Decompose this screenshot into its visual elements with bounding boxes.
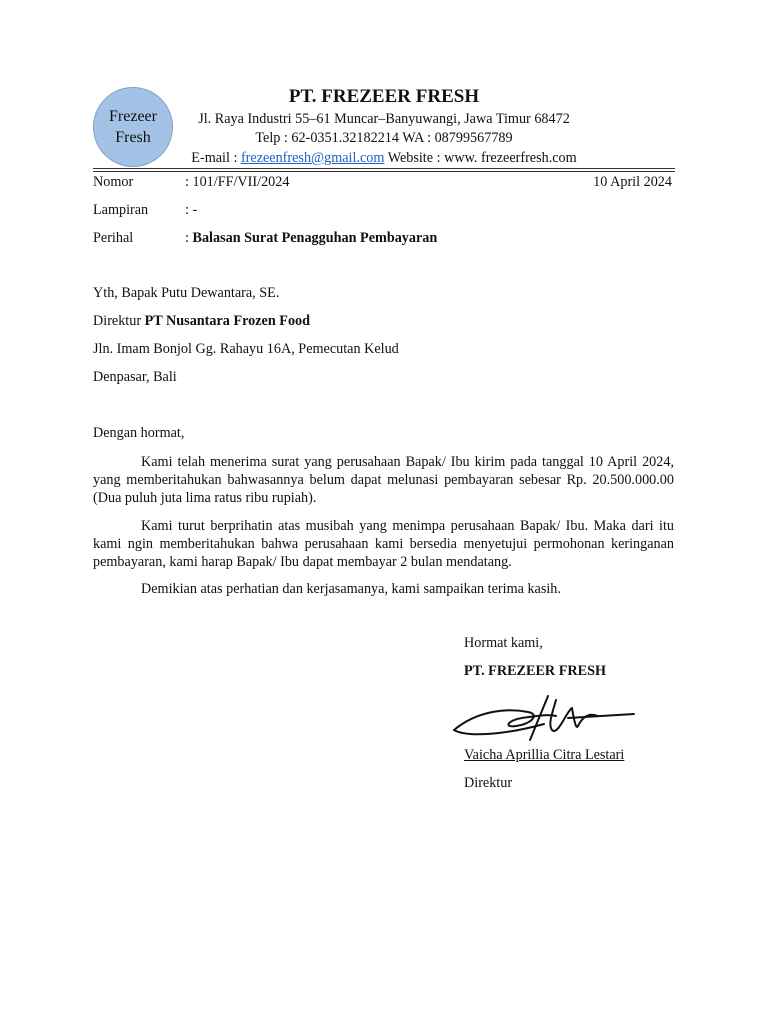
body-paragraph-2: Kami turut berprihatin atas musibah yang menimpa perusahaan Bapak/ Ibu. Maka dari itu kami ngin memberitahukan bahwa perusahaan kami bersedia menyetujui permohonan keringanan pembayaran, kami harap Bapak/ Ibu dapat membayar 2 bulan mendatang.: [93, 518, 674, 570]
nomor-label: Nomor: [93, 174, 134, 190]
lampiran-value: : -: [185, 202, 198, 218]
company-contact: [150, 150, 618, 167]
header-divider-thin: [93, 171, 675, 172]
signature-image: [448, 690, 648, 746]
closing-salutation: Hormat kami,: [464, 635, 543, 651]
website-text: Website : www. frezeerfresh.com: [384, 150, 577, 166]
signer-name: Vaicha Aprillia Citra Lestari: [464, 747, 625, 763]
recipient-name: Yth, Bapak Putu Dewantara, SE.: [93, 285, 280, 301]
perihal-value: [185, 230, 437, 247]
company-name: PT. FREZEER FRESH: [288, 86, 480, 107]
closing-company-text: PT. FREZEER FRESH: [464, 663, 607, 679]
perihal-subject: Balasan Surat Penagguhan Pembayaran: [192, 230, 438, 246]
perihal-colon: :: [185, 230, 193, 246]
signer-title: Direktur: [464, 775, 513, 791]
recipient-address: Jln. Imam Bonjol Gg. Rahayu 16A, Pemecutan Kelud: [93, 341, 399, 357]
company-address: Jl. Raya Industri 55–61 Muncar–Banyuwangi, Jawa Timur 68472: [198, 111, 570, 127]
nomor-value: : 101/FF/VII/2024: [185, 174, 290, 190]
closing-company: [464, 663, 606, 680]
logo-line-2: Fresh: [115, 129, 151, 146]
recipient-position: [93, 313, 310, 330]
recipient-city: Denpasar, Bali: [93, 369, 177, 385]
recipient-position-prefix: Direktur: [93, 313, 145, 329]
body-paragraph-1: Kami telah menerima surat yang perusahaan Bapak/ Ibu kirim pada tanggal 10 April 2024, yang memberitahukan bahwasannya belum dapat melunasi pembayaran sebesar Rp. 20.500.000.00 (Dua puluh juta lima ratus ribu rupiah).: [93, 454, 674, 506]
email-label: E-mail :: [191, 150, 241, 166]
greeting: Dengan hormat,: [93, 425, 185, 441]
company-phone: Telp : 62-0351.32182214 WA : 08799567789: [255, 130, 513, 146]
lampiran-label: Lampiran: [93, 202, 149, 218]
letter-date: 10 April 2024: [593, 174, 672, 190]
email-link[interactable]: frezeenfresh@gmail.com: [240, 150, 385, 166]
perihal-label: Perihal: [93, 230, 134, 246]
recipient-company: PT Nusantara Frozen Food: [144, 313, 311, 329]
logo-line-1: Frezeer: [109, 108, 157, 125]
header-divider-thick: [93, 168, 675, 169]
body-paragraph-3: Demikian atas perhatian dan kerjasamanya, kami sampaikan terima kasih.: [141, 581, 561, 597]
